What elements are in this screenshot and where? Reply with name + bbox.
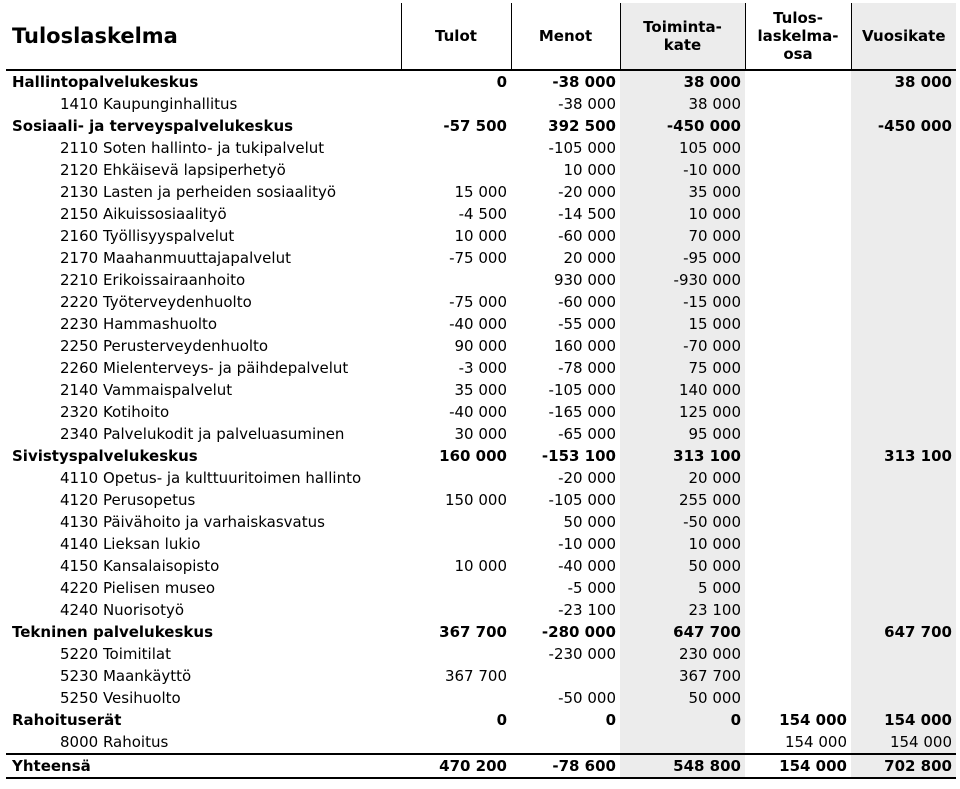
cell-vuosikate [851, 423, 956, 445]
row-label: 2220 Työterveydenhuolto [60, 293, 252, 311]
cell-tuloslaskelmaosa [745, 357, 851, 379]
cell-toimintakate: 0 [620, 709, 745, 731]
table-row [6, 247, 956, 269]
row-label: Tekninen palvelukeskus [12, 623, 213, 641]
cell-tulot [401, 467, 511, 489]
cell-menot: -78 600 [511, 754, 620, 778]
table-row [6, 577, 956, 599]
table-body [6, 70, 956, 778]
income-statement-table [6, 3, 956, 779]
cell-tulot: 470 200 [401, 754, 511, 778]
cell-vuosikate [851, 247, 956, 269]
cell-menot: 20 000 [563, 249, 616, 267]
cell-tulot: -57 500 [443, 117, 507, 135]
cell-vuosikate [851, 379, 956, 401]
row-label: 2150 Aikuissosiaalityö [60, 205, 227, 223]
row-label: Sosiaali- ja terveyspalvelukeskus [12, 117, 294, 135]
table-row [6, 555, 956, 577]
cell-menot: -38 000 [552, 73, 616, 91]
cell-toimintakate [620, 731, 745, 754]
table-row [6, 137, 956, 159]
table-title: Tuloslaskelma [6, 3, 401, 70]
table-row [6, 533, 956, 555]
cell-vuosikate [851, 93, 956, 115]
cell-tuloslaskelmaosa: 154 000 [745, 754, 851, 778]
cell-vuosikate [851, 225, 956, 247]
cell-tuloslaskelmaosa: 154 000 [784, 733, 847, 751]
cell-toimintakate: 140 000 [620, 379, 745, 401]
cell-toimintakate: -450 000 [620, 115, 745, 137]
cell-vuosikate: 154 000 [851, 709, 956, 731]
cell-tulot: 160 000 [439, 447, 507, 465]
cell-vuosikate: 647 700 [851, 621, 956, 643]
cell-menot: 10 000 [563, 161, 616, 179]
cell-tulot: 35 000 [454, 381, 507, 399]
cell-toimintakate: 20 000 [620, 467, 745, 489]
table-row [6, 423, 956, 445]
cell-tuloslaskelmaosa [745, 379, 851, 401]
cell-toimintakate: 230 000 [620, 643, 745, 665]
cell-toimintakate: 10 000 [620, 203, 745, 225]
cell-toimintakate: 255 000 [620, 489, 745, 511]
cell-tuloslaskelmaosa [745, 533, 851, 555]
cell-vuosikate [851, 643, 956, 665]
cell-menot: -230 000 [548, 645, 616, 663]
cell-toimintakate: 105 000 [620, 137, 745, 159]
cell-menot: -105 000 [548, 381, 616, 399]
row-label: 5220 Toimitilat [60, 645, 171, 663]
cell-menot [511, 731, 620, 754]
cell-tuloslaskelmaosa [745, 137, 851, 159]
cell-tulot [401, 159, 511, 181]
cell-vuosikate [851, 357, 956, 379]
cell-tuloslaskelmaosa [745, 181, 851, 203]
cell-tulot [401, 687, 511, 709]
col-header-tulos-line2: laskelma- [757, 27, 839, 45]
cell-tulot: -3 000 [458, 359, 507, 377]
cell-tuloslaskelmaosa [745, 577, 851, 599]
cell-menot: -40 000 [558, 557, 616, 575]
table-row [6, 643, 956, 665]
cell-tuloslaskelmaosa: 154 000 [779, 711, 847, 729]
cell-tuloslaskelmaosa [745, 665, 851, 687]
cell-toimintakate: 15 000 [620, 313, 745, 335]
cell-tulot: 367 700 [439, 623, 507, 641]
cell-vuosikate: 702 800 [851, 754, 956, 778]
cell-tuloslaskelmaosa [745, 225, 851, 247]
col-header-tulot: Tulot [401, 3, 511, 70]
row-label: 4140 Lieksan lukio [60, 535, 201, 553]
cell-tuloslaskelmaosa [745, 313, 851, 335]
cell-tuloslaskelmaosa [745, 599, 851, 621]
cell-tuloslaskelmaosa [745, 159, 851, 181]
cell-tuloslaskelmaosa [745, 621, 851, 643]
cell-menot: -60 000 [558, 227, 616, 245]
row-label: 2230 Hammashuolto [60, 315, 218, 333]
table-row [6, 225, 956, 247]
table-row [6, 401, 956, 423]
cell-toimintakate: 70 000 [620, 225, 745, 247]
header-row [6, 3, 956, 70]
cell-vuosikate [851, 291, 956, 313]
cell-menot: 392 500 [548, 117, 616, 135]
row-label: 4220 Pielisen museo [60, 579, 216, 597]
cell-toimintakate: -15 000 [620, 291, 745, 313]
col-header-tulos-line1: Tulos- [773, 9, 823, 27]
cell-tuloslaskelmaosa [745, 423, 851, 445]
table-row [6, 731, 956, 754]
cell-tuloslaskelmaosa [745, 643, 851, 665]
row-label: 4150 Kansalaisopisto [60, 557, 220, 575]
row-label: 4110 Opetus- ja kulttuuritoimen hallinto [60, 469, 362, 487]
row-label: 2140 Vammaispalvelut [60, 381, 233, 399]
cell-menot [511, 665, 620, 687]
row-label: 2160 Työllisyyspalvelut [60, 227, 235, 245]
cell-tuloslaskelmaosa [745, 70, 851, 93]
table-row [6, 313, 956, 335]
cell-toimintakate: 38 000 [620, 70, 745, 93]
cell-tuloslaskelmaosa [745, 93, 851, 115]
cell-vuosikate [851, 665, 956, 687]
table-row [6, 269, 956, 291]
group-row [6, 115, 956, 137]
cell-toimintakate: 548 800 [620, 754, 745, 778]
cell-menot: -280 000 [541, 623, 616, 641]
cell-vuosikate [851, 335, 956, 357]
cell-toimintakate: 38 000 [620, 93, 745, 115]
cell-vuosikate [851, 599, 956, 621]
cell-menot: -165 000 [548, 403, 616, 421]
cell-toimintakate: 10 000 [620, 533, 745, 555]
cell-vuosikate [851, 489, 956, 511]
cell-vuosikate: 38 000 [851, 70, 956, 93]
table-row [6, 203, 956, 225]
row-label: Sivistyspalvelukeskus [12, 447, 198, 465]
cell-vuosikate [851, 577, 956, 599]
group-row [6, 709, 956, 731]
cell-vuosikate: -450 000 [851, 115, 956, 137]
cell-toimintakate: 95 000 [620, 423, 745, 445]
row-label: 2250 Perusterveydenhuolto [60, 337, 269, 355]
total-row [6, 754, 956, 778]
cell-menot: 930 000 [553, 271, 616, 289]
cell-toimintakate: 75 000 [620, 357, 745, 379]
row-label: 8000 Rahoitus [60, 733, 169, 751]
cell-tuloslaskelmaosa [745, 269, 851, 291]
cell-menot: -5 000 [567, 579, 616, 597]
cell-menot: -38 000 [558, 95, 616, 113]
cell-tuloslaskelmaosa [745, 401, 851, 423]
cell-menot: -153 100 [541, 447, 616, 465]
table-row [6, 511, 956, 533]
cell-menot: -10 000 [558, 535, 616, 553]
cell-menot: 0 [605, 711, 616, 729]
cell-menot: -105 000 [548, 139, 616, 157]
cell-tulot: 10 000 [454, 557, 507, 575]
cell-tulot: 10 000 [454, 227, 507, 245]
cell-tulot [401, 137, 511, 159]
row-label: 4130 Päivähoito ja varhaiskasvatus [60, 513, 325, 531]
group-row [6, 70, 956, 93]
row-label: 2320 Kotihoito [60, 403, 170, 421]
col-header-menot: Menot [511, 3, 620, 70]
col-header-vuosikate: Vuosikate [851, 3, 956, 70]
table-row [6, 467, 956, 489]
cell-vuosikate [851, 511, 956, 533]
cell-tulot: -40 000 [449, 315, 507, 333]
table-row [6, 93, 956, 115]
cell-tulot [401, 599, 511, 621]
row-label: 2210 Erikoissairaanhoito [60, 271, 246, 289]
table-row [6, 687, 956, 709]
row-label: Yhteensä [6, 754, 401, 778]
col-header-toimintakate [620, 3, 745, 70]
cell-tulot: -75 000 [449, 293, 507, 311]
cell-tulot [401, 731, 511, 754]
cell-toimintakate: 50 000 [620, 687, 745, 709]
col-header-tuloslaskelmaosa [745, 3, 851, 70]
cell-vuosikate [851, 313, 956, 335]
cell-vuosikate [851, 269, 956, 291]
cell-toimintakate: 35 000 [620, 181, 745, 203]
cell-tulot: -4 500 [458, 205, 507, 223]
cell-toimintakate: -95 000 [620, 247, 745, 269]
cell-menot: -20 000 [558, 469, 616, 487]
cell-tuloslaskelmaosa [745, 247, 851, 269]
group-row [6, 445, 956, 467]
cell-toimintakate: 50 000 [620, 555, 745, 577]
cell-vuosikate [851, 555, 956, 577]
cell-tulot: 150 000 [444, 491, 507, 509]
cell-toimintakate: -930 000 [620, 269, 745, 291]
cell-tulot [401, 269, 511, 291]
cell-toimintakate: -70 000 [620, 335, 745, 357]
cell-menot: -55 000 [558, 315, 616, 333]
col-header-toimintakate-line1: Toiminta- [643, 18, 722, 36]
cell-vuosikate [851, 203, 956, 225]
cell-tulot [401, 643, 511, 665]
cell-tulot: 0 [496, 711, 507, 729]
cell-tulot [401, 533, 511, 555]
cell-tuloslaskelmaosa [745, 203, 851, 225]
cell-vuosikate [851, 159, 956, 181]
cell-toimintakate: -10 000 [620, 159, 745, 181]
cell-tulot: 0 [496, 73, 507, 91]
cell-tuloslaskelmaosa [745, 687, 851, 709]
cell-tuloslaskelmaosa [745, 489, 851, 511]
cell-toimintakate: 313 100 [620, 445, 745, 467]
cell-toimintakate: -50 000 [620, 511, 745, 533]
row-label: 4120 Perusopetus [60, 491, 196, 509]
cell-menot: -78 000 [558, 359, 616, 377]
row-label: 2110 Soten hallinto- ja tukipalvelut [60, 139, 325, 157]
cell-vuosikate [851, 181, 956, 203]
cell-menot: -60 000 [558, 293, 616, 311]
table-row [6, 291, 956, 313]
row-label: 2120 Ehkäisevä lapsiperhetyö [60, 161, 286, 179]
row-label: 5230 Maankäyttö [60, 667, 192, 685]
cell-menot: -50 000 [558, 689, 616, 707]
cell-tuloslaskelmaosa [745, 467, 851, 489]
cell-tulot: 30 000 [454, 425, 507, 443]
cell-tulot: 90 000 [454, 337, 507, 355]
cell-menot: 160 000 [553, 337, 616, 355]
cell-toimintakate: 23 100 [620, 599, 745, 621]
row-label: 2260 Mielenterveys- ja päihdepalvelut [60, 359, 349, 377]
table-row [6, 665, 956, 687]
cell-tuloslaskelmaosa [745, 115, 851, 137]
cell-tuloslaskelmaosa [745, 335, 851, 357]
cell-vuosikate [851, 137, 956, 159]
table-row [6, 335, 956, 357]
cell-vuosikate [851, 467, 956, 489]
cell-vuosikate: 313 100 [851, 445, 956, 467]
cell-tulot: 15 000 [454, 183, 507, 201]
cell-tulot: -75 000 [449, 249, 507, 267]
cell-tulot [401, 577, 511, 599]
cell-menot: 50 000 [563, 513, 616, 531]
cell-toimintakate: 125 000 [620, 401, 745, 423]
cell-tulot: -40 000 [449, 403, 507, 421]
cell-menot: -105 000 [548, 491, 616, 509]
table-row [6, 379, 956, 401]
group-row [6, 621, 956, 643]
row-label: 4240 Nuorisotyö [60, 601, 185, 619]
cell-tulot [401, 511, 511, 533]
cell-vuosikate [851, 533, 956, 555]
row-label: 2340 Palvelukodit ja palveluasuminen [60, 425, 345, 443]
row-label: 2170 Maahanmuuttajapalvelut [60, 249, 291, 267]
cell-tulot: 367 700 [444, 667, 507, 685]
row-label: 5250 Vesihuolto [60, 689, 181, 707]
row-label: Rahoituserät [12, 711, 122, 729]
cell-vuosikate: 154 000 [851, 731, 956, 754]
cell-vuosikate [851, 401, 956, 423]
row-label: Hallintopalvelukeskus [12, 73, 199, 91]
cell-tulot [401, 93, 511, 115]
cell-menot: -20 000 [558, 183, 616, 201]
cell-tuloslaskelmaosa [745, 291, 851, 313]
cell-toimintakate: 5 000 [620, 577, 745, 599]
cell-toimintakate: 367 700 [620, 665, 745, 687]
cell-toimintakate: 647 700 [620, 621, 745, 643]
col-header-toimintakate-line2: kate [663, 36, 702, 54]
cell-tuloslaskelmaosa [745, 511, 851, 533]
row-label: 1410 Kaupunginhallitus [60, 95, 238, 113]
table-row [6, 181, 956, 203]
cell-tuloslaskelmaosa [745, 555, 851, 577]
table-row [6, 489, 956, 511]
cell-vuosikate [851, 687, 956, 709]
cell-tuloslaskelmaosa [745, 445, 851, 467]
cell-menot: -14 500 [558, 205, 616, 223]
cell-menot: -23 100 [558, 601, 616, 619]
cell-menot: -65 000 [558, 425, 616, 443]
col-header-tulos-line3: osa [783, 45, 813, 63]
table-row [6, 599, 956, 621]
table-row [6, 159, 956, 181]
table-row [6, 357, 956, 379]
row-label: 2130 Lasten ja perheiden sosiaalityö [60, 183, 337, 201]
